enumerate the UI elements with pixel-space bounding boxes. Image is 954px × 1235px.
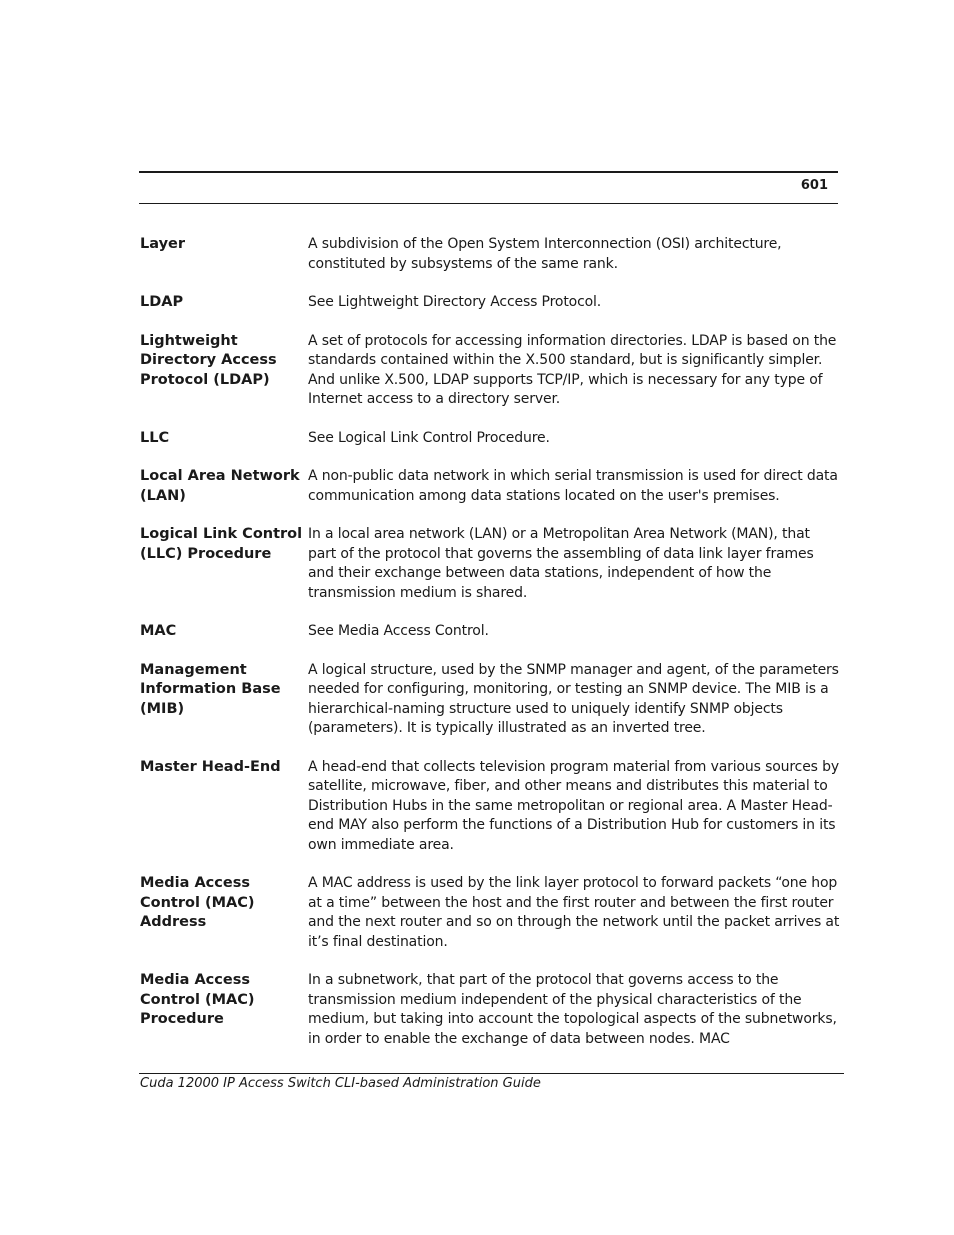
glossary-term: Lightweight Directory Access Protocol (LDAP) [140, 332, 277, 388]
glossary-list [140, 235, 840, 1068]
glossary-definition: A non-public data network in which serial transmission is used for direct data communication among data stations located on the user's premises. [308, 468, 838, 504]
footer-rule [139, 1073, 844, 1074]
glossary-definition: A subdivision of the Open System Interconnection (OSI) architecture, constituted by subsystems of the same rank. [308, 236, 782, 272]
glossary-term: LDAP [140, 294, 184, 310]
glossary-entry [140, 525, 840, 603]
glossary-definition: See Media Access Control. [308, 623, 489, 639]
glossary-definition: In a subnetwork, that part of the protocol that governs access to the transmission medium independent of the physical characteristics of the medium, but taking into account the topological aspects of the subnetworks, in order to enable the exchange of data between nodes. MAC [308, 972, 837, 1047]
glossary-entry [140, 661, 840, 739]
glossary-definition: A MAC address is used by the link layer protocol to forward packets “one hop at a time” between the host and the first router and between the first router and the next router and so on through the network until the packet arrives at it’s final destination. [308, 875, 840, 950]
glossary-entry [140, 293, 840, 313]
glossary-term: Logical Link Control (LLC) Procedure [140, 526, 303, 562]
glossary-definition: In a local area network (LAN) or a Metropolitan Area Network (MAN), that part of the protocol that governs the assembling of data link layer frames and their exchange between data stations, independent of how the transmission medium is shared. [308, 526, 814, 601]
glossary-term: LLC [140, 429, 170, 446]
glossary-entry [140, 971, 840, 1049]
glossary-definition: A set of protocols for accessing information directories. LDAP is based on the standards contained within the X.500 standard, but is significantly simpler. And unlike X.500, LDAP supports TCP/IP, which is necessary for any type of Internet access to a directory server. [308, 332, 837, 407]
glossary-entry [140, 429, 840, 449]
glossary-entry [140, 332, 840, 410]
glossary-definition: A head-end that collects television program material from various sources by satellite, microwave, fiber, and other means and distributes this material to Distribution Hubs in the same metropolitan or regional area. A Master Head-end MAY also perform the functions of a Distribution Hub for customers in its own immediate area. [308, 758, 839, 853]
page-number: 601 [800, 178, 828, 193]
header-divider [139, 203, 838, 204]
footer-title: Cuda 12000 IP Access Switch CLI-based Administration Guide [140, 1076, 541, 1091]
glossary-term: Management Information Base (MIB) [140, 661, 281, 717]
glossary-term: Local Area Network (LAN) [140, 468, 300, 504]
glossary-term: Media Access Control (MAC) Address [140, 875, 255, 930]
glossary-entry [140, 467, 840, 506]
glossary-term: Media Access Control (MAC) Procedure [140, 972, 255, 1027]
glossary-entry [140, 874, 840, 952]
glossary-definition: See Logical Link Control Procedure. [308, 429, 550, 446]
glossary-entry [140, 622, 840, 642]
glossary-term: Layer [140, 236, 186, 252]
glossary-definition: A logical structure, used by the SNMP manager and agent, of the parameters needed for configuring, monitoring, or testing an SNMP device. The MIB is a hierarchical-naming structure used to uniquely identify SNMP objects (parameters). It is typically illustrated as an inverted tree. [308, 661, 839, 736]
glossary-definition: See Lightweight Directory Access Protocol. [308, 294, 602, 310]
glossary-term: Master Head-End [140, 758, 281, 775]
glossary-entry [140, 235, 840, 274]
glossary-term: MAC [140, 623, 177, 639]
glossary-entry [140, 758, 840, 856]
header-rule [139, 171, 838, 173]
